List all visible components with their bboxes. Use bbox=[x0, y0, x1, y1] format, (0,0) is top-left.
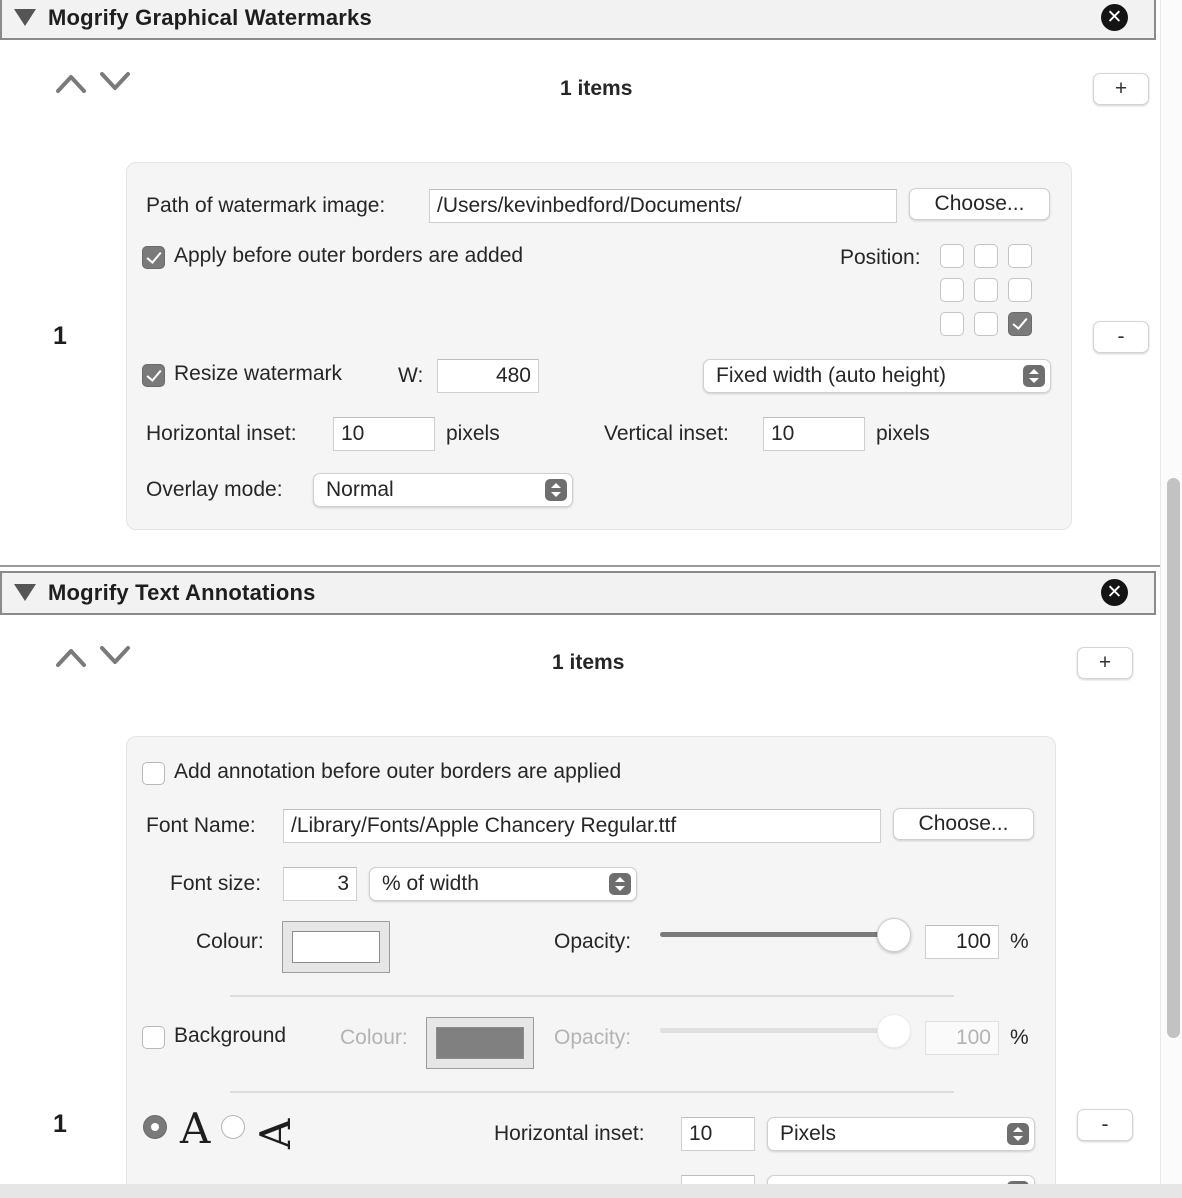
resize-mode-select[interactable] bbox=[703, 359, 1051, 393]
orientation-horizontal-radio[interactable] bbox=[143, 1115, 167, 1139]
popup-stepper-icon bbox=[609, 873, 631, 895]
watermark-path-field[interactable]: /Users/kevinbedford/Documents/ bbox=[429, 189, 897, 223]
overlay-mode-label: Overlay mode: bbox=[146, 478, 283, 501]
apply-before-checkbox[interactable] bbox=[142, 246, 165, 269]
opacity-slider[interactable] bbox=[660, 932, 896, 937]
watermark-h-inset-field[interactable]: 10 bbox=[333, 417, 435, 451]
opacity-slider-knob[interactable] bbox=[877, 918, 911, 952]
watermark-v-inset-label: Vertical inset: bbox=[604, 422, 729, 445]
position-middle-right[interactable] bbox=[1008, 278, 1032, 302]
move-down-icon[interactable] bbox=[99, 642, 131, 668]
position-label: Position: bbox=[840, 246, 921, 269]
remove-watermark-button[interactable]: - bbox=[1093, 321, 1149, 353]
opacity-field[interactable]: 100 bbox=[925, 925, 999, 959]
disclosure-triangle-icon[interactable] bbox=[14, 584, 36, 601]
annotations-section-title: Mogrify Text Annotations bbox=[48, 580, 316, 605]
add-annotation-button[interactable]: + bbox=[1077, 647, 1133, 679]
position-bottom-right[interactable] bbox=[1008, 312, 1032, 336]
opacity-label: Opacity: bbox=[554, 930, 632, 953]
path-label: Path of watermark image: bbox=[146, 194, 386, 217]
resize-watermark-checkbox[interactable] bbox=[142, 364, 165, 387]
vertical-text-icon: A bbox=[251, 1118, 300, 1149]
annotations-section-header[interactable] bbox=[0, 571, 1156, 615]
watermark-h-inset-unit: pixels bbox=[446, 422, 500, 445]
watermark-v-inset-unit: pixels bbox=[876, 422, 930, 445]
position-top-right[interactable] bbox=[1008, 244, 1032, 268]
annotations-items-count: 1 items bbox=[552, 651, 625, 674]
background-checkbox[interactable] bbox=[142, 1026, 165, 1049]
disclosure-triangle-icon[interactable] bbox=[14, 9, 36, 26]
close-icon[interactable]: ✕ bbox=[1101, 579, 1128, 606]
font-size-field[interactable]: 3 bbox=[283, 867, 357, 901]
watermarks-items-count: 1 items bbox=[560, 77, 633, 100]
text-colour-swatch bbox=[292, 931, 380, 963]
watermarks-section-title: Mogrify Graphical Watermarks bbox=[48, 5, 372, 30]
position-bottom-left[interactable] bbox=[940, 312, 964, 336]
annotation-h-inset-label: Horizontal inset: bbox=[494, 1122, 645, 1145]
overlay-mode-select[interactable] bbox=[313, 473, 573, 507]
close-icon[interactable]: ✕ bbox=[1101, 4, 1128, 31]
annotation-h-inset-unit-select[interactable] bbox=[767, 1117, 1035, 1151]
add-before-label: Add annotation before outer borders are applied bbox=[174, 760, 622, 783]
remove-annotation-button[interactable]: - bbox=[1077, 1109, 1133, 1141]
watermark-h-inset-label: Horizontal inset: bbox=[146, 422, 297, 445]
section-divider bbox=[0, 565, 1160, 567]
font-size-label: Font size: bbox=[170, 872, 262, 895]
move-down-icon[interactable] bbox=[99, 68, 131, 94]
background-label: Background bbox=[174, 1024, 287, 1047]
width-field[interactable]: 480 bbox=[437, 359, 539, 393]
move-up-icon[interactable] bbox=[55, 644, 87, 670]
opacity-slider-fill bbox=[660, 932, 896, 937]
annotation-h-inset-unit-value: Pixels bbox=[780, 1122, 837, 1145]
position-bottom-center[interactable] bbox=[974, 312, 998, 336]
bg-opacity-slider[interactable] bbox=[660, 1028, 896, 1033]
width-label: W: bbox=[398, 364, 424, 387]
position-middle-center[interactable] bbox=[974, 278, 998, 302]
divider bbox=[230, 995, 954, 997]
font-name-label: Font Name: bbox=[146, 814, 256, 837]
text-colour-well[interactable] bbox=[282, 921, 390, 973]
vertical-scrollbar-thumb[interactable] bbox=[1167, 478, 1180, 1038]
horizontal-text-icon: A bbox=[180, 1104, 211, 1153]
annotation-row-number: 1 bbox=[53, 1110, 67, 1138]
bg-colour-swatch bbox=[436, 1027, 524, 1059]
watermarks-section-header[interactable] bbox=[0, 0, 1156, 40]
annotation-h-inset-field[interactable]: 10 bbox=[681, 1117, 755, 1151]
bg-colour-well[interactable] bbox=[426, 1017, 534, 1069]
font-size-unit-value: % of width bbox=[382, 872, 479, 895]
colour-label: Colour: bbox=[196, 930, 264, 953]
bg-opacity-unit: % bbox=[1010, 1026, 1029, 1049]
bg-colour-label: Colour: bbox=[340, 1026, 408, 1049]
opacity-unit: % bbox=[1010, 930, 1029, 953]
choose-font-button[interactable]: Choose... bbox=[893, 808, 1034, 840]
move-up-icon[interactable] bbox=[55, 70, 87, 96]
watermark-row-number: 1 bbox=[53, 322, 67, 350]
orientation-vertical-radio[interactable] bbox=[221, 1115, 245, 1139]
apply-before-label: Apply before outer borders are added bbox=[174, 244, 524, 267]
bottom-edge-bar bbox=[0, 1184, 1182, 1198]
font-size-unit-select[interactable] bbox=[369, 867, 637, 901]
choose-watermark-button[interactable]: Choose... bbox=[909, 188, 1050, 220]
watermark-v-inset-field[interactable]: 10 bbox=[763, 417, 865, 451]
position-top-center[interactable] bbox=[974, 244, 998, 268]
resize-mode-value: Fixed width (auto height) bbox=[716, 364, 946, 387]
overlay-mode-value: Normal bbox=[326, 478, 394, 501]
resize-watermark-label: Resize watermark bbox=[174, 362, 343, 385]
bg-opacity-label: Opacity: bbox=[554, 1026, 632, 1049]
popup-stepper-icon bbox=[1007, 1123, 1029, 1145]
add-watermark-button[interactable]: + bbox=[1093, 73, 1149, 105]
popup-stepper-icon bbox=[545, 479, 567, 501]
divider bbox=[230, 1091, 954, 1093]
position-middle-left[interactable] bbox=[940, 278, 964, 302]
popup-stepper-icon bbox=[1023, 365, 1045, 387]
bg-opacity-slider-fill bbox=[660, 1028, 896, 1033]
font-name-field[interactable]: /Library/Fonts/Apple Chancery Regular.ttf bbox=[283, 809, 881, 843]
position-top-left[interactable] bbox=[940, 244, 964, 268]
bg-opacity-field[interactable]: 100 bbox=[925, 1021, 999, 1055]
add-before-checkbox[interactable] bbox=[142, 762, 165, 785]
bg-opacity-slider-knob[interactable] bbox=[877, 1014, 911, 1048]
